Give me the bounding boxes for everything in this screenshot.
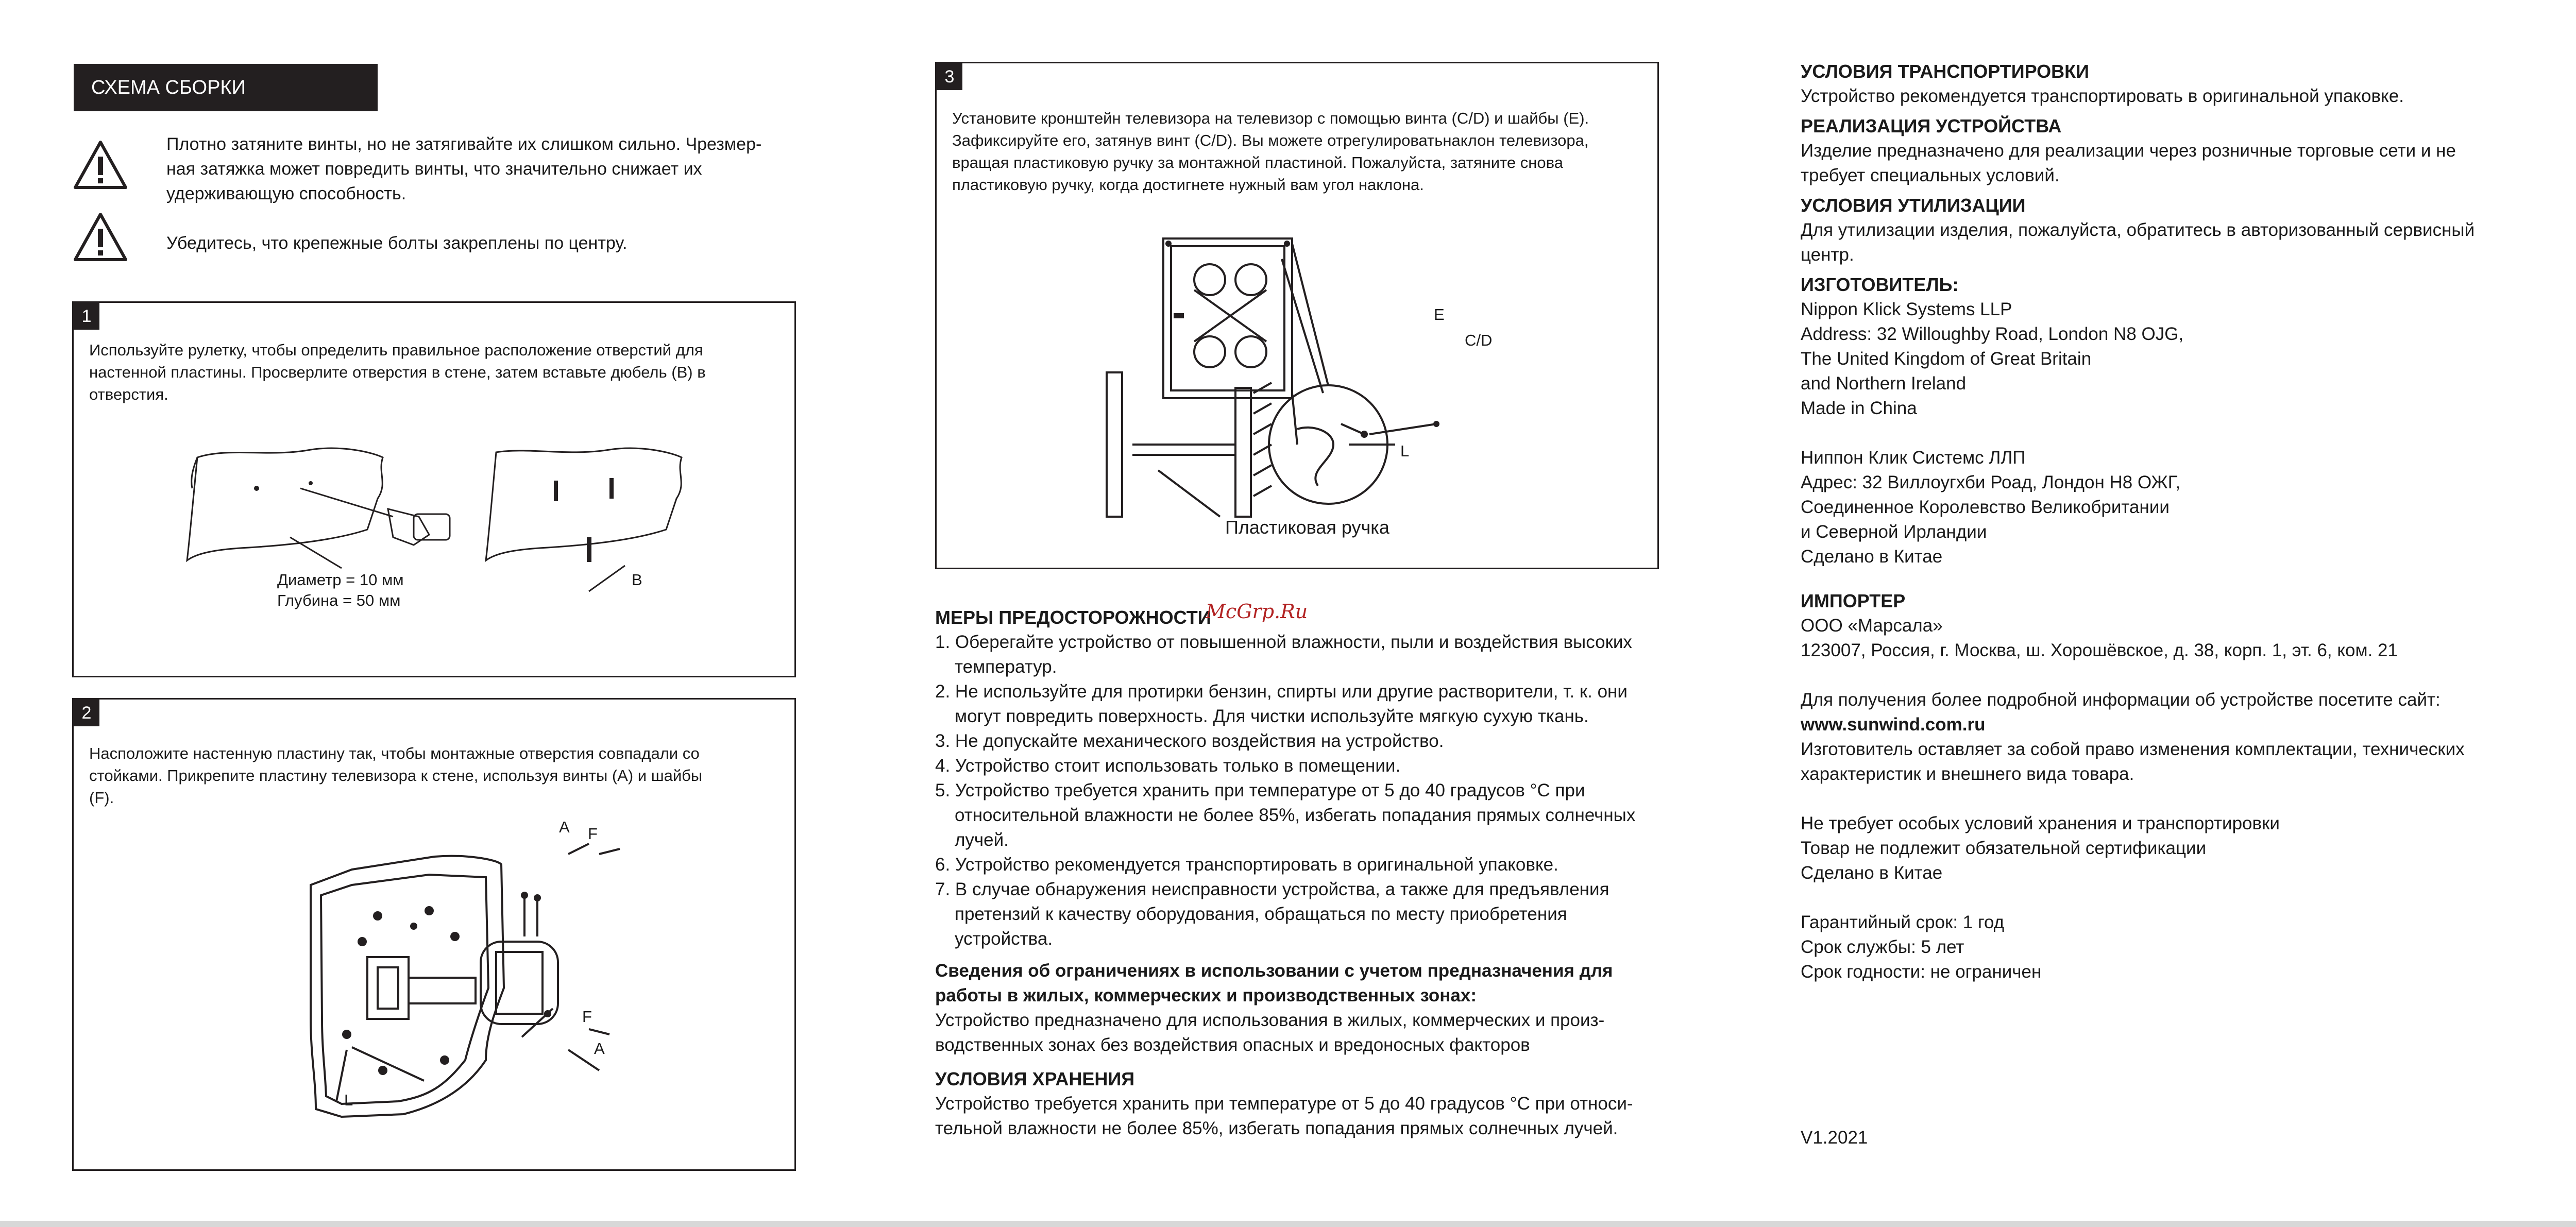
step-2-line: Насположите настенную пластину так, чтобы монтажные отверстия совпадали со [89,744,700,762]
sale-text [1801,139,2548,188]
sale-line: требует специальных условий. [1801,165,2060,185]
handle-l-label: L [344,1091,353,1109]
transport-text: Устройство рекомендуется транспортировать в оригинальной упаковке. [1801,86,2404,106]
warning-1-text [166,132,810,206]
list-item [935,877,1667,951]
storage-text [935,1092,1667,1141]
list-item [935,853,1667,877]
wall-drilling-illustration [74,303,795,676]
list-item-line: могут повредить поверхность. Для чистки используйте мягкую сухую ткань. [955,706,1589,726]
warning-2-line: Убедитесь, что крепежные болты закреплены по центру. [166,233,628,253]
step-1-line: отверстия. [89,385,168,403]
manufacturer-ru [1801,446,2548,569]
storage-line: тельной влажности не более 85%, избегать попадания прямых солнечных лучей. [935,1118,1618,1138]
restrictions-line: водственных зонах без воздействия опасных и вредоносных факторов [935,1035,1530,1055]
step-3-panel [935,62,1659,569]
info-note [1801,737,2548,787]
info-note-line: характеристик и внешнего вида товара. [1801,764,2134,784]
restrictions-text [935,1008,1667,1058]
warranty-text [1801,910,2548,984]
disposal-title: УСЛОВИЯ УТИЛИЗАЦИИ [1801,195,2026,216]
step-number: 1 [74,303,99,330]
list-item [935,679,1667,729]
manufacturer-line: The United Kingdom of Great Britain [1801,349,2092,369]
step-3-line: Установите кронштейн телевизора на телевизор с помощью винта (C/D) и шайбы (E). [952,109,1589,127]
list-item-line: 1. Оберегайте устройство от повышенной влажности, пыли и воздействия высоких [935,632,1632,652]
list-item-line: 5. Устройство требуется хранить при температуре от 5 до 40 градусов °С при [935,780,1585,800]
step-2-line: стойками. Прикрепите пластину телевизора к стене, используя винты (A) и шайбы [89,766,703,785]
handle-l-label: L [1400,442,1410,460]
warning-2-text [166,231,810,255]
dowel-label: B [632,571,642,589]
wall-plate-illustration [74,700,795,1171]
misc-line: Сделано в Китае [1801,863,1943,883]
warning-triangle-icon [72,139,129,191]
disposal-text [1801,218,2548,267]
transport-title: УСЛОВИЯ ТРАНСПОРТИРОВКИ [1801,61,2090,82]
list-item [935,754,1667,778]
sale-line: Изделие предназначено для реализации через розничные торговые сети и не [1801,141,2456,161]
info-intro: Для получения более подробной информации об устройстве посетите сайт: [1801,690,2441,710]
precautions-list [935,630,1667,951]
list-item-line: относительной влажности не более 85%, избегать попадания прямых солнечных [955,805,1636,825]
step-number: 3 [937,63,962,90]
right-column [1801,59,2548,984]
info-note-line: Изготовитель оставляет за собой право изменения комплектации, технических [1801,739,2465,759]
warranty-line: Срок годности: не ограничен [1801,962,2042,982]
step-2-line: (F). [89,789,114,807]
washer-e-label: E [1434,305,1445,323]
screw-a-label: A [594,1039,605,1058]
step-3-line: Зафиксируйте его, затянув винт (C/D). Вы можете отрегулироватьнаклон телевизора, [952,131,1589,149]
warning-1-line: ная затяжка может повредить винты, что значительно снижает их [166,159,702,179]
list-item-line: претензий к качеству оборудования, обращаться по месту приобретения [955,904,1567,924]
manufacturer-line: and Northern Ireland [1801,373,1967,394]
importer-line: ООО «Марсала» [1801,616,1943,636]
restrictions-line: Устройство предназначено для использования в жилых, коммерческих и произ- [935,1010,1605,1030]
manufacturer-line: Адрес: 32 Виллоугхби Роад, Лондон Н8 ОЖГ, [1801,472,2181,492]
step-3-line: вращая пластиковую ручку за монтажной пластиной. Пожалуйста, затяните снова [952,154,1563,172]
disposal-line: Для утилизации изделия, пожалуйста, обратитесь в авторизованный сервисный [1801,220,2475,240]
washer-f-label: F [588,825,598,843]
step-3-line: пластиковую ручку, когда достигнете нужный вам угол наклона. [952,176,1424,194]
list-item-line: температур. [955,657,1057,677]
list-item-line: 7. В случае обнаружения неисправности устройства, а также для предъявления [935,879,1609,899]
list-item-line: 3. Не допускайте механического воздействия на устройство. [935,731,1444,751]
manufacturer-line: Made in China [1801,398,1917,418]
sale-title: РЕАЛИЗАЦИЯ УСТРОЙСТВА [1801,115,2062,137]
step-1-line: Используйте рулетку, чтобы определить правильное расположение отверстий для [89,341,703,359]
screw-a-label: A [559,818,570,836]
restrictions-title-line: Сведения об ограничениях в использовании с учетом предназначения для [935,961,1613,981]
step-1-line: настенной пластины. Просверлите отверстия в стене, затем вставьте дюбель (B) в [89,363,706,381]
section-title: СХЕМА СБОРКИ [91,76,246,98]
warranty-line: Гарантийный срок: 1 год [1801,912,2005,932]
storage-title: УСЛОВИЯ ХРАНЕНИЯ [935,1068,1135,1089]
manufacturer-line: и Северной Ирландии [1801,522,1987,542]
importer-line: 123007, Россия, г. Москва, ш. Хорошёвское, д. 38, корп. 1, эт. 6, ком. 21 [1801,640,2398,660]
plastic-handle-caption: Пластиковая ручка [1225,517,1389,538]
precautions-title: МЕРЫ ПРЕДОСТОРОЖНОСТИ [935,607,1211,628]
manufacturer-en [1801,297,2548,421]
manufacturer-line: Nippon Klick Systems LLP [1801,299,2012,319]
website-link[interactable]: www.sunwind.com.ru [1801,714,1986,735]
watermark: McGrp.Ru [1206,600,1308,623]
list-item-line: 6. Устройство рекомендуется транспортировать в оригинальной упаковке. [935,855,1558,875]
list-item [935,630,1667,679]
list-item-line: 4. Устройство стоит использовать только в помещении. [935,756,1401,776]
manufacturer-line: Сделано в Китае [1801,547,1943,567]
list-item [935,778,1667,853]
step-1-panel [72,301,796,677]
list-item-line: лучей. [955,830,1009,850]
page-bottom-divider [0,1221,2576,1227]
warning-1-line: удерживающую способность. [166,184,406,203]
list-item [935,729,1667,754]
section-header [74,64,378,111]
importer-title: ИМПОРТЕР [1801,590,1906,611]
manufacturer-title: ИЗГОТОВИТЕЛЬ: [1801,274,1959,295]
restrictions-title-line: работы в жилых, коммерческих и производственных зонах: [935,985,1477,1006]
warning-1-line: Плотно затяните винты, но не затягивайте их слишком сильно. Чрезмер- [166,134,762,154]
storage-line: Устройство требуется хранить при температуре от 5 до 40 градусов °С при относи- [935,1094,1633,1114]
restrictions-title [935,959,1667,1008]
diameter-label: Диаметр = 10 мм [277,571,404,589]
step-number: 2 [74,700,99,726]
manufacturer-line: Ниппон Клик Системс ЛЛП [1801,448,2026,468]
version-label: V1.2021 [1801,1128,1868,1148]
misc-line: Не требует особых условий хранения и транспортировки [1801,813,2280,833]
list-item-line: устройства. [955,929,1053,949]
disposal-line: центр. [1801,245,1854,265]
warranty-line: Срок службы: 5 лет [1801,937,1964,957]
warning-triangle-icon [72,211,129,263]
washer-f-label: F [582,1008,592,1026]
screw-cd-label: C/D [1465,331,1493,349]
step-2-panel [72,698,796,1171]
tv-mount-illustration [937,63,1658,568]
manufacturer-line: Соединенное Королевство Великобритании [1801,497,2170,517]
misc-line: Товар не подлежит обязательной сертификации [1801,838,2207,858]
misc-text [1801,811,2548,885]
precautions-section [935,605,1667,1141]
importer-text [1801,614,2548,663]
list-item-line: 2. Не используйте для протирки бензин, спирты или другие растворители, т. к. они [935,681,1628,702]
manufacturer-line: Address: 32 Willoughby Road, London N8 OJG, [1801,324,2184,344]
depth-label: Глубина = 50 мм [277,591,401,609]
